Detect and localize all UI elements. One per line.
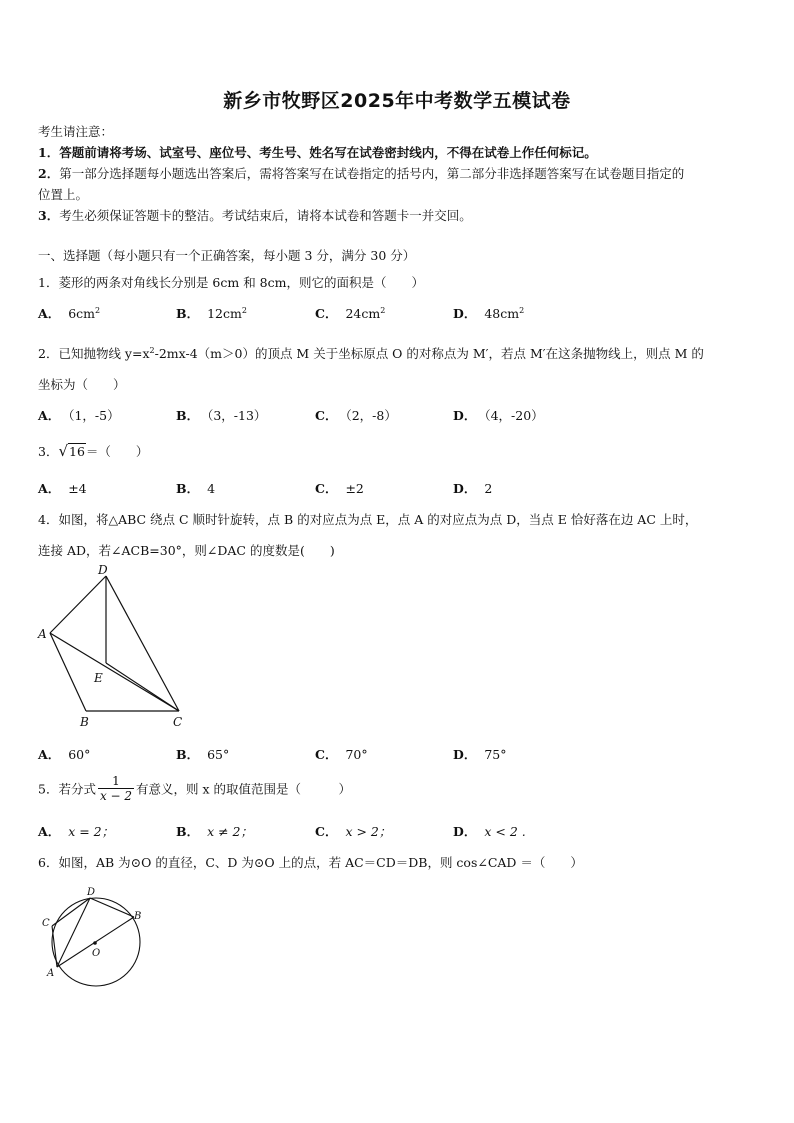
label-d: D [98, 563, 108, 577]
question-3-stem: 3．√16＝（ ） [38, 442, 149, 460]
label-c: C [173, 715, 183, 729]
q4-option-d: D． 75° [453, 747, 507, 762]
q4-option-a: A． 60° [38, 747, 91, 762]
q2-option-b: B． （3，-13） [176, 408, 267, 423]
q1-option-c: C． $24cm^2$ [315, 306, 386, 321]
segment-ac [50, 633, 179, 711]
q1-option-a: A． $6cm^2$ [38, 306, 101, 321]
segment-ec [106, 663, 179, 711]
question-2-stem-line2: 坐标为（ ） [38, 377, 126, 392]
q2-option-c: C． （2，-8） [315, 408, 397, 423]
question-4-stem: 4．如图，将△ABC 绕点 C 顺时针旋转，点 B 的对应点为点 E，点 A 的对应点为点 D，当点 E 恰好落在边 AC 上时， [38, 512, 698, 527]
question-5-stem: 5．若分式 $\frac{1}{x - 2}$ 有意义，则 x 的取值范围是（ ） [38, 774, 352, 803]
q6-circle-figure [30, 880, 160, 990]
q5-option-a: A． x = 2； [38, 824, 115, 839]
notice-item: 3．考生必须保证答题卡的整洁。考试结束后，请将本试卷和答题卡一并交回。 [38, 208, 472, 223]
label-c: C [42, 918, 50, 929]
q5-option-d: D． x < 2 . [453, 824, 526, 839]
q5-option-c: C． x > 2； [315, 824, 392, 839]
question-4-stem-line2: 连接 AD，若∠ACB=30°，则∠DAC 的度数是( ) [38, 543, 335, 558]
q5-option-b: B． x ≠ 2； [176, 824, 254, 839]
label-e: E [94, 671, 103, 685]
q2-option-a: A． （1，-5） [38, 408, 120, 423]
section-heading: 一、选择题（每小题只有一个正确答案，每小题 3 分，满分 30 分） [38, 248, 416, 263]
q4-option-b: B． 65° [176, 747, 230, 762]
label-b: B [134, 911, 142, 922]
notice-item: 1．答题前请将考场、试室号、座位号、考生号、姓名写在试卷密封线内，不得在试卷上作任何标记。 [38, 145, 597, 160]
sqrt-sign: √ [58, 442, 69, 460]
label-a: A [38, 627, 47, 641]
label-o: O [92, 948, 101, 959]
q3-option-d: D． 2 [453, 481, 493, 496]
q1-option-b: B． $12cm^2$ [176, 306, 247, 321]
q2-option-d: D． （4，-20） [453, 408, 544, 423]
q3-option-a: A． ±4 [38, 481, 87, 496]
notice-item: 位置上。 [38, 187, 89, 202]
page-title: 新乡市牧野区2025年中考数学五模试卷 [223, 90, 571, 112]
notice-heading: 考生请注意： [38, 124, 114, 139]
segment-ab [50, 633, 86, 711]
center-point [93, 941, 97, 945]
sqrt-radicand: 16 [69, 444, 85, 459]
notice-item: 2．第一部分选择题每小题选出答案后，需将答案写在试卷指定的括号内，第二部分非选择题答案写在试卷题目指定的 [38, 166, 685, 181]
q4-option-c: C． 70° [315, 747, 368, 762]
q1-option-d: D． $48cm^2$ [453, 306, 525, 321]
q4-triangle-figure [30, 560, 200, 730]
question-2-stem: 2．已知抛物线 $y=x^2-2mx-4(m>0)$的顶点 M 关于坐标原点 O 的对称点为 M′，若点 M′在这条抛物线上，则点 M 的 [38, 346, 704, 361]
segment-ad [50, 576, 106, 633]
segment-dc [106, 576, 179, 711]
question-1-stem: 1．菱形的两条对角线长分别是 6cm 和 8cm，则它的面积是（ ） [38, 275, 424, 290]
q3-option-c: C． ±2 [315, 481, 364, 496]
question-6-stem: 6．如图，AB 为⊙O 的直径，C、D 为⊙O 上的点，若 AC＝CD＝DB，则 cos∠CAD ＝（ ） [38, 855, 583, 870]
q3-option-b: B． 4 [176, 481, 216, 496]
label-b: B [80, 715, 89, 729]
label-d: D [87, 887, 96, 898]
chord-cd [52, 898, 90, 926]
fraction: $\frac{1}{x - 2}$ [99, 774, 133, 803]
label-a: A [47, 968, 55, 979]
